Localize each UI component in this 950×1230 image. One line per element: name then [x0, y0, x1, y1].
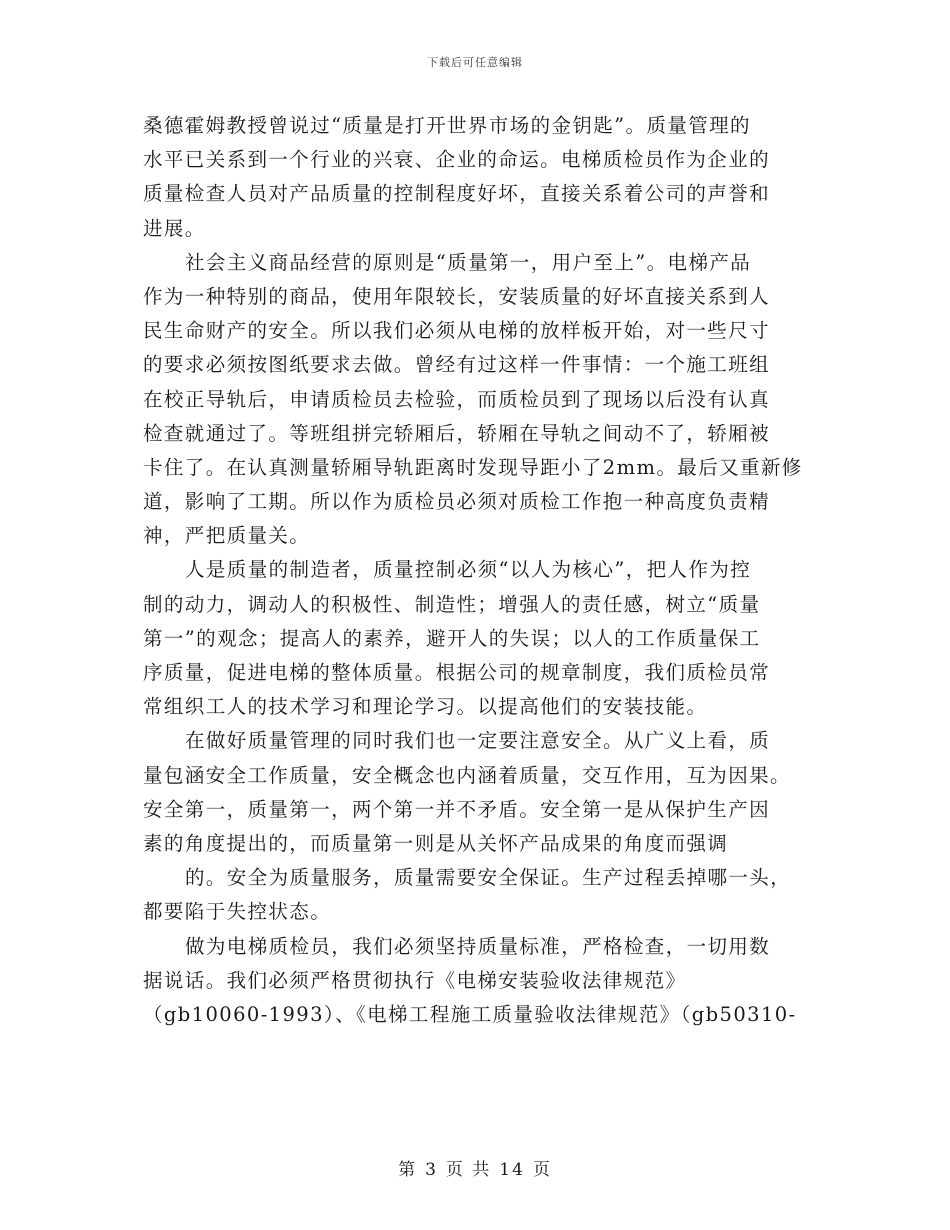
body-line: 桑德霍姆教授曾说过“质量是打开世界市场的金钥匙”。质量管理的 [143, 114, 751, 137]
body-line: 人是质量的制造者，质量控制必须“以人为核心”，把人作为控 [185, 558, 752, 582]
body-line: 作为一种特别的商品，使用年限较长，安装质量的好坏直接关系到人 [143, 284, 771, 308]
body-line: 量包涵安全工作质量，安全概念也内涵着质量，交互作用，互为因果。 [143, 763, 791, 787]
footer-suffix: 页 [532, 1160, 552, 1180]
footer-middle: 页 共 [445, 1160, 492, 1180]
body-line: 制的动力，调动人的积极性、制造性；增强人的责任感，树立“质量 [143, 592, 761, 616]
page-footer [0, 1155, 950, 1180]
document-body [143, 109, 803, 1032]
total-pages: 14 [499, 1160, 525, 1180]
body-line: 水平已关系到一个行业的兴衰、企业的命运。电梯质检员作为企业的 [143, 148, 771, 172]
body-line: 卡住了。在认真测量轿厢导轨距离时发现导距小了2mm。最后又重新修 [143, 455, 803, 479]
body-line: 进展。 [143, 216, 206, 240]
body-line: 的要求必须按图纸要求去做。曾经有过这样一件事情：一个施工班组 [143, 353, 771, 377]
body-line: 检查就通过了。等班组拼完轿厢后，轿厢在导轨之间动不了，轿厢被 [143, 421, 771, 445]
body-line: 社会主义商品经营的原则是“质量第一，用户至上”。电梯产品 [185, 250, 752, 274]
footer-prefix: 第 [398, 1160, 418, 1180]
body-line: 序质量，促进电梯的整体质量。根据公司的规章制度，我们质检员常 [143, 661, 771, 684]
page-header: 下载后可任意编辑 [427, 56, 523, 69]
page-number: 3 [425, 1160, 438, 1180]
body-line: 在校正导轨后，申请质检员去检验，而质检员到了现场以后没有认真 [143, 387, 771, 411]
body-line: 神，严把质量关。 [143, 524, 311, 548]
body-line: 安全第一，质量第一，两个第一并不矛盾。安全第一是从保护生产因 [143, 797, 771, 821]
body-line: 民生命财产的安全。所以我们必须从电梯的放样板开始，对一些尺寸 [143, 319, 771, 343]
body-line: 的。安全为质量服务，质量需要安全保证。生产过程丢掉哪一头， [185, 866, 792, 890]
body-line: 质量检查人员对产品质量的控制程度好坏，直接关系着公司的声誉和 [143, 182, 771, 206]
body-line: 常组织工人的技术学习和理论学习。以提高他们的安装技能。 [143, 695, 708, 719]
body-line: 第一”的观念；提高人的素养，避开人的失误；以人的工作质量保工 [143, 626, 761, 650]
body-line: 在做好质量管理的同时我们也一定要注意安全。从广义上看，质 [185, 729, 771, 753]
body-line: 做为电梯质检员，我们必须坚持质量标准，严格检查，一切用数 [185, 934, 771, 958]
body-line: 素的角度提出的，而质量第一则是从关怀产品成果的角度而强调 [143, 831, 729, 855]
body-line: 道，影响了工期。所以作为质检员必须对质检工作抱一种高度负责精 [143, 490, 771, 514]
body-line: 据说话。我们必须严格贯彻执行《电梯安装验收法律规范》 [143, 968, 687, 992]
body-line: 都要陷于失控状态。 [143, 900, 332, 924]
body-line: （gb10060-1993）、《电梯工程施工质量验收法律规范》（gb50310- [143, 1002, 797, 1026]
